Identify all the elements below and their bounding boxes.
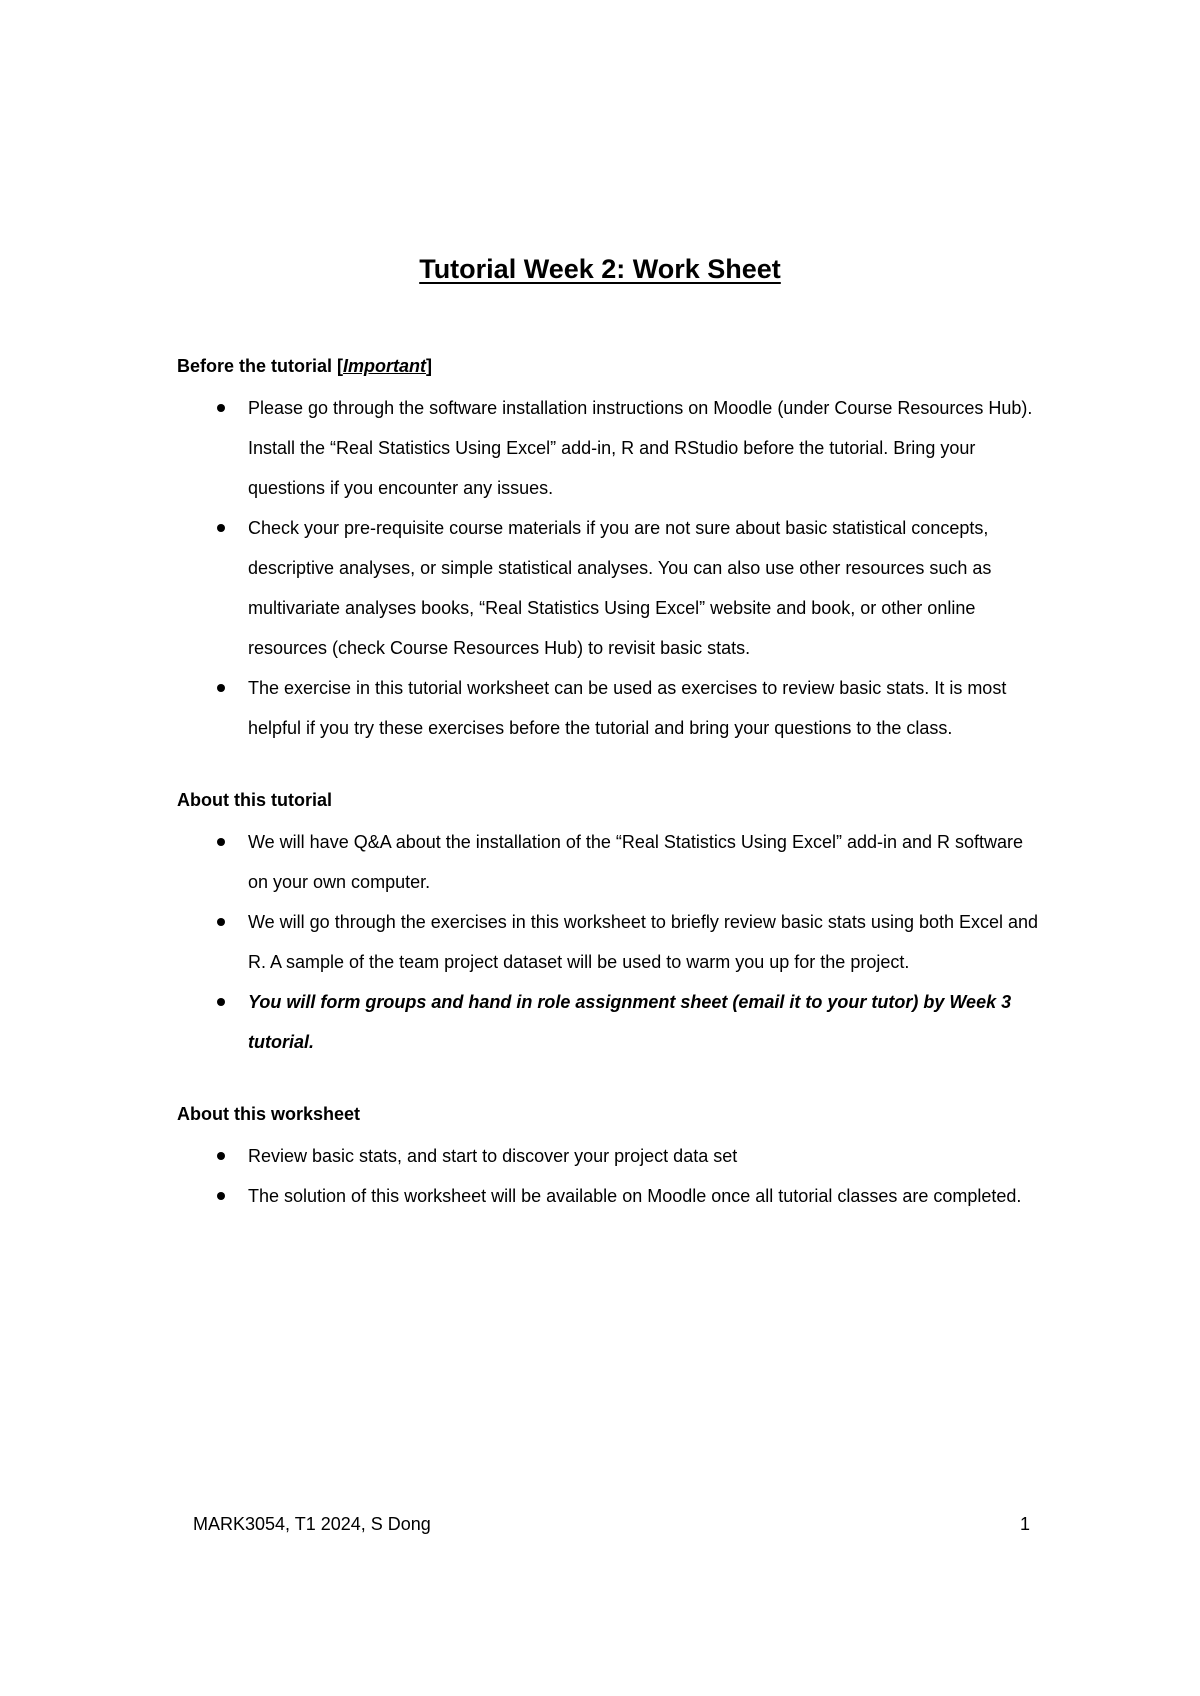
list-item-text: Check your pre-requisite course materials if you are not sure about basic statistical concepts, descriptive analyses, or simple statistical analyses. You can also use other resources such as multivariate analyses books, “Real Statistics Using Excel” website and book, or other online resources (check Course Resources Hub) to revisit basic stats.: [248, 518, 992, 658]
list-item-text: The solution of this worksheet will be available on Moodle once all tutorial classes are completed.: [248, 1186, 1022, 1206]
section-before-tutorial: [177, 352, 1047, 748]
section-heading: About this worksheet: [177, 1104, 361, 1124]
footer-page-number: 1: [1019, 1514, 1030, 1534]
list-item-text: Review basic stats, and start to discover your project data set: [248, 1146, 738, 1166]
list-item: [177, 508, 1047, 668]
bullet-list: [177, 1136, 1047, 1216]
section-heading: About this tutorial: [177, 790, 332, 810]
section-about-tutorial: [177, 786, 1047, 1062]
list-item: [177, 822, 1047, 902]
list-item: [177, 1176, 1047, 1216]
bullet-list: [177, 388, 1047, 748]
bullet-icon: [217, 1192, 225, 1200]
list-item-text: We will have Q&A about the installation of the “Real Statistics Using Excel” add-in and R software on your own computer.: [248, 832, 1024, 892]
bullet-icon: [217, 684, 225, 692]
list-item: [177, 1136, 1047, 1176]
list-item-text-emphasis: You will form groups and hand in role assignment sheet (email it to your tutor) by Week 3 tutorial.: [248, 992, 1012, 1052]
important-emphasis: Important: [343, 356, 427, 376]
document-body: [177, 352, 1047, 1216]
heading-suffix: ]: [426, 356, 433, 376]
list-item-text: The exercise in this tutorial worksheet can be used as exercises to review basic stats. It is most helpful if you try these exercises before the tutorial and bring your questions to the class.: [248, 678, 1007, 738]
bullet-icon: [217, 918, 225, 926]
bullet-icon: [217, 838, 225, 846]
heading-text: Before the tutorial [: [177, 356, 344, 376]
bullet-list: [177, 822, 1047, 1062]
list-item-text: We will go through the exercises in this worksheet to briefly review basic stats using both Excel and R. A sample of the team project dataset will be used to warm you up for the project.: [248, 912, 1039, 972]
bullet-icon: [217, 404, 225, 412]
list-item-text: Please go through the software installation instructions on Moodle (under Course Resources Hub). Install the “Real Statistics Using Excel” add-in, R and RStudio before the tutorial. Bring your questions if you encounter any issues.: [248, 398, 1033, 498]
bullet-icon: [217, 1152, 225, 1160]
section-heading: [177, 352, 1047, 380]
bullet-icon: [217, 524, 225, 532]
bullet-icon: [217, 998, 225, 1006]
list-item: [177, 668, 1047, 748]
list-item: [177, 982, 1047, 1062]
footer-course-info: MARK3054, T1 2024, S Dong: [193, 1514, 431, 1534]
section-about-worksheet: [177, 1100, 1047, 1216]
page-title: Tutorial Week 2: Work Sheet: [419, 254, 781, 284]
list-item: [177, 388, 1047, 508]
list-item: [177, 902, 1047, 982]
